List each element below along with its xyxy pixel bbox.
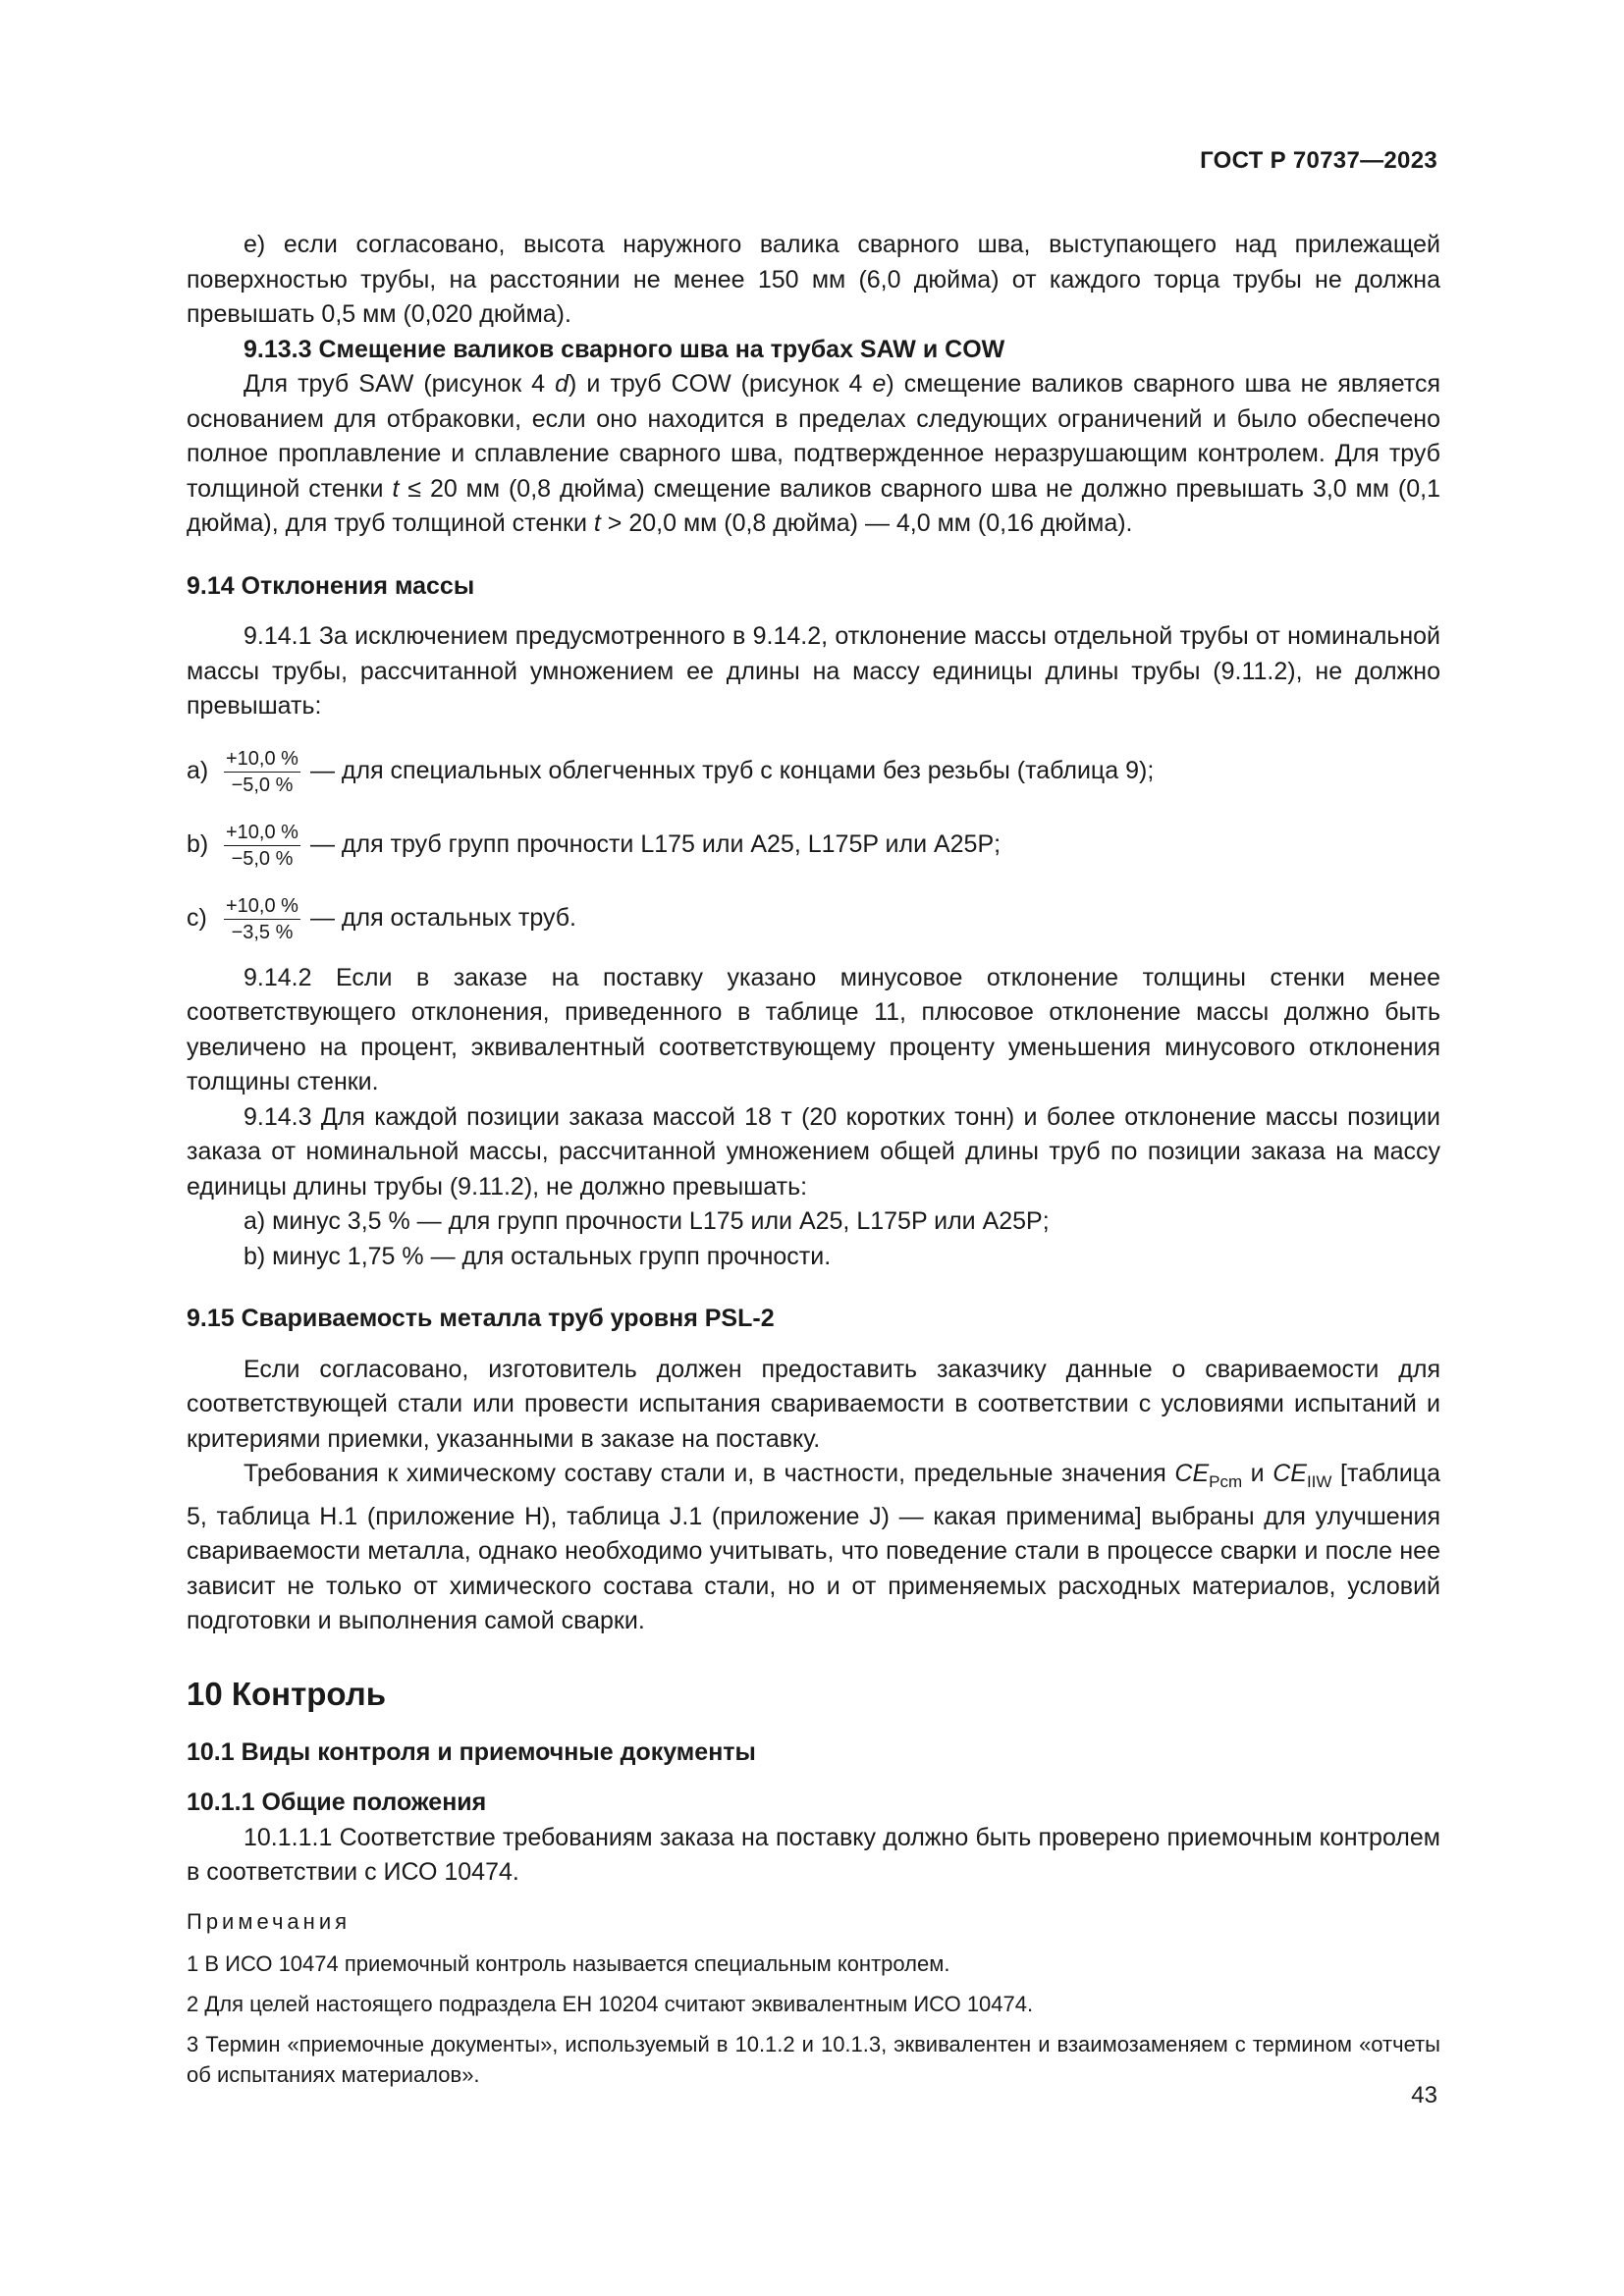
paragraph-9-15-1: Если согласовано, изготовитель должен предоставить заказчику данные о свариваемости для соответствующей стали или провести испытания свариваемости в соответствии с условиями испытаний и критериями приемки, указанными в заказе на поставку.	[187, 1355, 1440, 1453]
tolerance-item-a: a) $\frac{+10,0 \%}{-5,0 \%}$ — для специальных облегченных труб с концами без резьбы (таблица 9);	[187, 747, 1155, 796]
tolerance-item-b: b) $\frac{+10,0 \%}{-5,0 \%}$ — для труб групп прочности L175 или A25, L175P или A25P;	[187, 821, 1001, 870]
heading-10-1: 10.1 Виды контроля и приемочные документы	[187, 1737, 756, 1766]
paragraph-9-14-3: 9.14.3 Для каждой позиции заказа массой 18 т (20 коротких тонн) и более отклонение массы позиции заказа от номинальной массы, рассчитанной умножением общей длины труб по позиции заказа на массу единицы длины трубы (9.11.2), не должно превышать:	[187, 1102, 1440, 1201]
tolerance-fraction: $\frac{+10,0 \%}{-5,0 \%}$	[226, 747, 298, 796]
paragraph-9-15-2: Требования к химическому составу стали и, в частности, предельные значения $CE_{Pcm}$ и $CE_{IIW}$ [таблица 5, таблица Н.1 (приложение Н), таблица J.1 (приложение J) — какая применима] выбраны для улучшения свариваемости металла, однако необходимо учитывать, что поведение стали в процессе сварки и после нее зависит не только от химического состава стали, но и от применяемых расходных материалов, условий подготовки и выполнения самой сварки.	[187, 1460, 1441, 1634]
heading-10: 10 Контроль	[187, 1675, 387, 1712]
tolerance-fraction: $\frac{+10,0 \%}{-5,0 \%}$	[226, 821, 298, 870]
tolerance-item-c: c) $\frac{+10,0 \%}{-3,5 \%}$ — для остальных труб.	[187, 894, 576, 943]
list-item-9-14-3-a: а) минус 3,5 % — для групп прочности L175 или A25, L175P или A25P;	[244, 1207, 1050, 1235]
document-code-header: ГОСТ Р 70737—2023	[1200, 147, 1437, 174]
heading-10-1-1: 10.1.1 Общие положения	[187, 1789, 487, 1816]
heading-9-15: 9.15 Свариваемость металла труб уровня PSL-2	[187, 1305, 775, 1332]
heading-9-13-3: 9.13.3 Смещение валиков сварного шва на трубах SAW и COW	[244, 335, 1005, 363]
paragraph-9-14-2: 9.14.2 Если в заказе на поставку указано минусовое отклонение толщины стенки менее соответствующего отклонения, приведенного в таблице 11, плюсовое отклонение массы должно быть увеличено на процент, эквивалентный соответствующему проценту уменьшения минусового отклонения толщины стенки.	[187, 963, 1440, 1095]
paragraph-10-1-1-1: 10.1.1.1 Соответствие требованиям заказа на поставку должно быть проверено приемочным контролем в соответствии с ИСО 10474.	[187, 1823, 1440, 1886]
note-2: 2 Для целей настоящего подраздела ЕН 10204 считают эквивалентным ИСО 10474.	[187, 1992, 1034, 2016]
tolerance-list	[187, 746, 1440, 945]
paragraph-e: е) если согласовано, высота наружного валика сварного шва, выступающего над прилежащей поверхностью трубы, на расстоянии не менее 150 мм (6,0 дюйма) от каждого торца трубы не должна превышать 0,5 мм (0,020 дюйма).	[187, 231, 1440, 328]
page-number: 43	[1411, 2082, 1437, 2109]
heading-9-14: 9.14 Отклонения массы	[187, 571, 475, 600]
note-1: 1 В ИСО 10474 приемочный контроль называется специальным контролем.	[187, 1951, 950, 1976]
list-item-9-14-3-b: b) минус 1,75 % — для остальных групп прочности.	[244, 1242, 832, 1270]
page-content	[187, 228, 1440, 2090]
tolerance-fraction: $\frac{+10,0 \%}{-3,5 \%}$	[226, 894, 298, 943]
paragraph-9-13-3: Для труб SAW (рисунок 4 d) и труб COW (рисунок 4 e) смещение валиков сварного шва не является основанием для отбраковки, если оно находится в пределах следующих ограничений и было обеспечено полное проплавление и сплавление сварного шва, подтвержденное неразрушающим контролем. Для труб толщиной стенки t ≤ 20 мм (0,8 дюйма) смещение валиков сварного шва не должно превышать 3,0 мм (0,1 дюйма), для труб толщиной стенки t > 20,0 мм (0,8 дюйма) — 4,0 мм (0,16 дюйма).	[187, 370, 1440, 537]
note-3: 3 Термин «приемочные документы», используемый в 10.1.2 и 10.1.3, эквивалентен и взаимозаменяем с термином «отчеты об испытаниях материалов».	[187, 2032, 1440, 2087]
notes-title: Примечания	[187, 1908, 352, 1934]
paragraph-9-14-1: 9.14.1 За исключением предусмотренного в 9.14.2, отклонение массы отдельной трубы от номинальной массы трубы, рассчитанной умножением ее длины на массу единицы длины трубы (9.11.2), не должно превышать:	[187, 622, 1440, 720]
